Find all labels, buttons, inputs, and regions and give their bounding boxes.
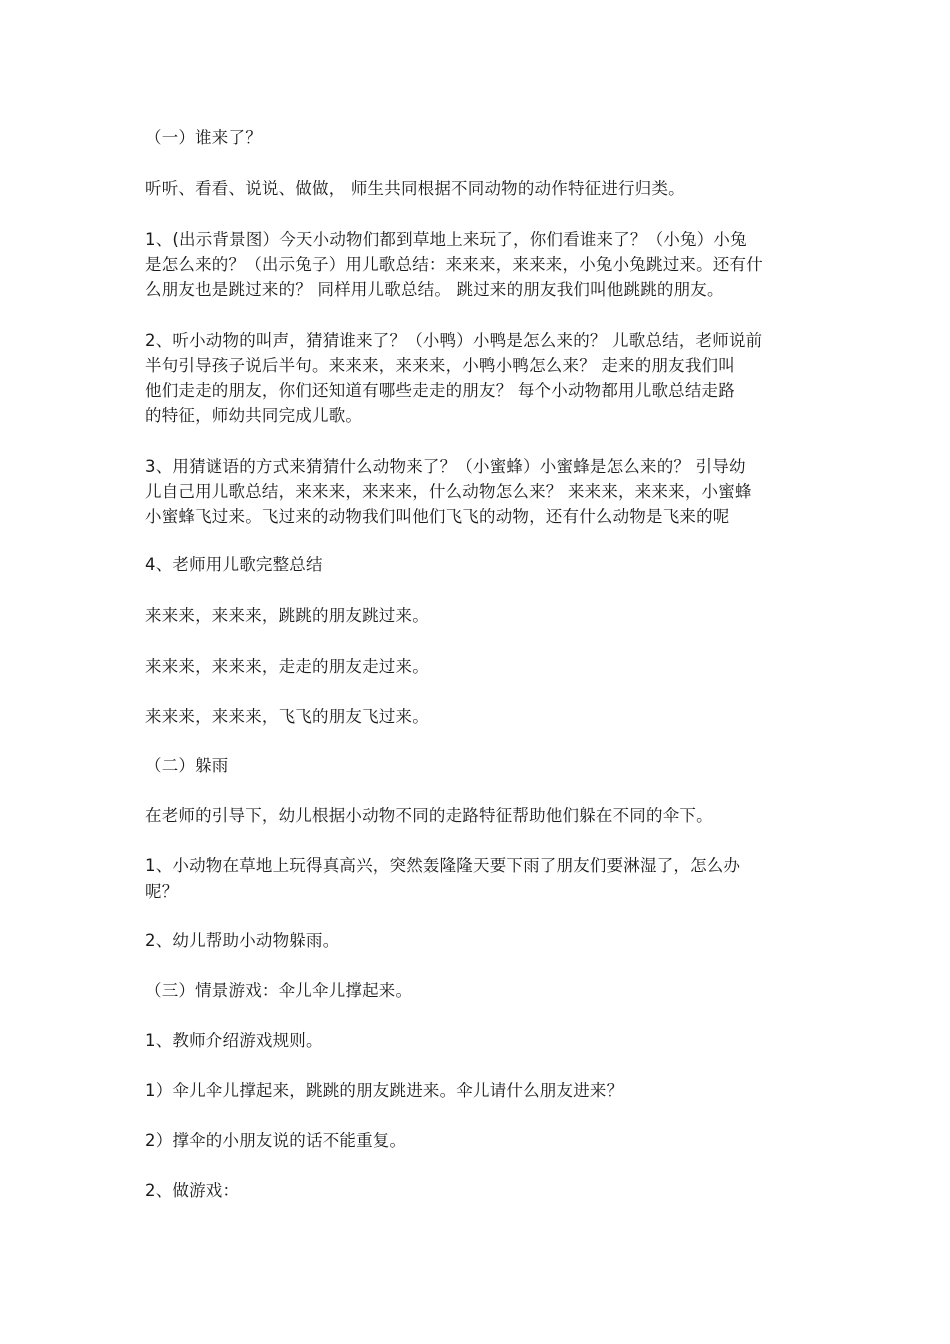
section-heading-3: （三）情景游戏：伞儿伞儿撑起来。: [145, 981, 413, 1000]
paragraph-line: 呢？: [145, 882, 179, 901]
rhyme-line-1: 来来来，来来来，跳跳的朋友跳过来。: [145, 606, 429, 625]
paragraph-line: 半句引导孩子说后半句。来来来，来来来，小鸭小鸭怎么来？ 走来的朋友我们叫: [145, 356, 735, 375]
section-heading-1: （一）谁来了？: [145, 128, 262, 147]
section-intro-1: 听听、看看、说说、做做， 师生共同根据不同动物的动作特征进行归类。: [145, 179, 685, 198]
rule-item-1: 1）伞儿伞儿撑起来，跳跳的朋友跳进来。伞儿请什么朋友进来？: [145, 1081, 624, 1100]
paragraph-line: 儿自己用儿歌总结，来来来，来来来，什么动物怎么来？ 来来来，来来来，小蜜蜂: [145, 482, 752, 501]
paragraph-4: 4、老师用儿歌完整总结: [145, 555, 323, 574]
paragraph-line: 1、小动物在草地上玩得真高兴，突然轰隆隆天要下雨了朋友们要淋湿了，怎么办: [145, 856, 741, 875]
paragraph-line: 么朋友也是跳过来的？ 同样用儿歌总结。 跳过来的朋友我们叫他跳跳的朋友。: [145, 280, 724, 299]
paragraph-line: 的特征，师幼共同完成儿歌。: [145, 406, 363, 425]
paragraph-8: 2、做游戏：: [145, 1181, 240, 1200]
paragraph-line: 1、(出示背景图）今天小动物们都到草地上来玩了，你们看谁来了？（小兔）小兔: [145, 230, 747, 249]
paragraph-line: 2、听小动物的叫声，猜猜谁来了？（小鸭）小鸭是怎么来的？ 儿歌总结，老师说前: [145, 331, 763, 350]
section-intro-2: 在老师的引导下，幼儿根据小动物不同的走路特征帮助他们躲在不同的伞下。: [145, 806, 713, 825]
paragraph-line: 3、用猜谜语的方式来猜猜什么动物来了？（小蜜蜂）小蜜蜂是怎么来的？ 引导幼: [145, 457, 746, 476]
rule-item-2: 2）撑伞的小朋友说的话不能重复。: [145, 1131, 407, 1150]
rhyme-line-3: 来来来，来来来，飞飞的朋友飞过来。: [145, 707, 429, 726]
paragraph-line: 他们走走的朋友，你们还知道有哪些走走的朋友？ 每个小动物都用儿歌总结走路: [145, 381, 735, 400]
paragraph-7: 1、教师介绍游戏规则。: [145, 1031, 323, 1050]
section-heading-2: （二）躲雨: [145, 756, 229, 775]
paragraph-line: 小蜜蜂飞过来。飞过来的动物我们叫他们飞飞的动物，还有什么动物是飞来的呢: [145, 507, 730, 526]
rhyme-line-2: 来来来，来来来，走走的朋友走过来。: [145, 657, 429, 676]
paragraph-line: 是怎么来的？（出示兔子）用儿歌总结：来来来，来来来，小兔小兔跳过来。还有什: [145, 255, 763, 274]
paragraph-6: 2、幼儿帮助小动物躲雨。: [145, 931, 340, 950]
